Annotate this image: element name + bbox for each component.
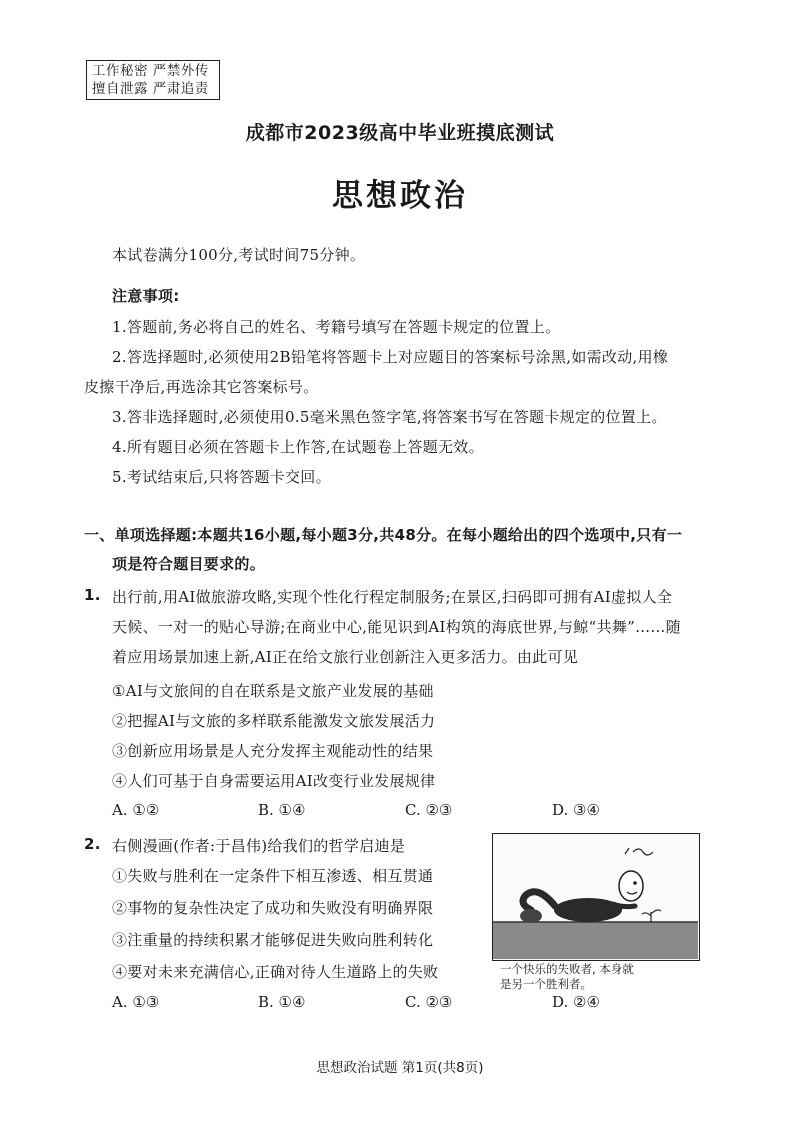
q2-statement: ①失败与胜利在一定条件下相互渗透、相互贯通	[112, 867, 434, 885]
intro-text: 本试卷满分100分,考试时间75分钟。	[112, 246, 366, 264]
cartoon-caption	[500, 962, 700, 992]
rock-shape	[520, 909, 542, 923]
q1-stem-line: 天候、一对一的贴心导游;在商业中心,能见识到AI构筑的海底世界,与鲸“共舞”……随	[112, 618, 681, 636]
music-note-icon	[633, 849, 653, 855]
seal-line-2: 擅自泄露 严肃追责	[92, 81, 209, 97]
person-body	[554, 898, 622, 922]
cartoon-image	[492, 833, 700, 961]
q2-option-a[interactable]: A. ①③	[112, 993, 160, 1011]
exam-title: 成都市2023级高中毕业班摸底测试	[245, 122, 555, 144]
person-legs	[523, 892, 555, 910]
note-item-continued: 皮擦干净后,再选涂其它答案标号。	[84, 378, 319, 396]
note-item: 1.答题前,务必将自己的姓名、考籍号填写在答题卡规定的位置上。	[112, 318, 561, 336]
confidential-seal	[86, 60, 220, 100]
q2-statement: ③注重量的持续积累才能够促进失败向胜利转化	[112, 931, 434, 949]
q1-statement: ①AI与文旅间的自在联系是文旅产业发展的基础	[112, 682, 434, 700]
q1-statement: ②把握AI与文旅的多样联系能激发文旅发展活力	[112, 712, 436, 730]
cartoon-drawing	[493, 834, 698, 959]
subject-title: 思想政治	[332, 178, 468, 214]
person-head	[619, 871, 643, 901]
q2-statement: ④要对未来充满信心,正确对待人生道路上的失败	[112, 963, 439, 981]
q1-number: 1.	[84, 586, 101, 604]
q1-statement: ④人们可基于自身需要运用AI改变行业发展规律	[112, 772, 436, 790]
q1-option-a[interactable]: A. ①②	[112, 801, 160, 819]
q1-option-d[interactable]: D. ③④	[552, 801, 600, 819]
q1-option-b[interactable]: B. ①④	[258, 801, 306, 819]
q1-stem-line: 着应用场景加速上新,AI正在给文旅行业创新注入更多活力。由此可见	[112, 648, 579, 666]
q2-option-c[interactable]: C. ②③	[405, 993, 453, 1011]
cartoon-caption-line: 是另一个胜利者。	[500, 977, 592, 991]
q1-statement: ③创新应用场景是人充分发挥主观能动性的结果	[112, 742, 434, 760]
q2-statement: ②事物的复杂性决定了成功和失败没有明确界限	[112, 899, 434, 917]
q2-option-b[interactable]: B. ①④	[258, 993, 306, 1011]
section-heading: 一、单项选择题:本题共16小题,每小题3分,共48分。在每小题给出的四个选项中,只有一	[84, 526, 683, 544]
q2-number: 2.	[84, 835, 101, 853]
notes-heading: 注意事项:	[112, 287, 180, 305]
seal-line-1: 工作秘密 严禁外传	[92, 63, 209, 79]
ground-shape	[493, 922, 698, 959]
q2-stem: 右侧漫画(作者:于昌伟)给我们的哲学启迪是	[112, 837, 406, 855]
note-item: 3.答非选择题时,必须使用0.5毫米黑色签字笔,将答案书写在答题卡规定的位置上。	[112, 408, 667, 426]
note-item: 2.答选择题时,必须使用2B铅笔将答题卡上对应题目的答案标号涂黑,如需改动,用橡	[112, 348, 669, 366]
page-footer: 思想政治试题 第1页(共8页)	[316, 1060, 484, 1076]
sprout-icon	[642, 910, 661, 922]
q1-stem-line: 出行前,用AI做旅游攻略,实现个性化行程定制服务;在景区,扫码即可拥有AI虚拟人全	[112, 588, 673, 606]
q2-option-d[interactable]: D. ②④	[552, 993, 600, 1011]
section-heading-cont: 项是符合题目要求的。	[112, 555, 266, 573]
note-item: 4.所有题目必须在答题卡上作答,在试题卷上答题无效。	[112, 438, 484, 456]
q1-option-c[interactable]: C. ②③	[405, 801, 453, 819]
note-item: 5.考试结束后,只将答题卡交回。	[112, 468, 331, 486]
cartoon-caption-line: 一个快乐的失败者, 本身就	[500, 962, 634, 976]
